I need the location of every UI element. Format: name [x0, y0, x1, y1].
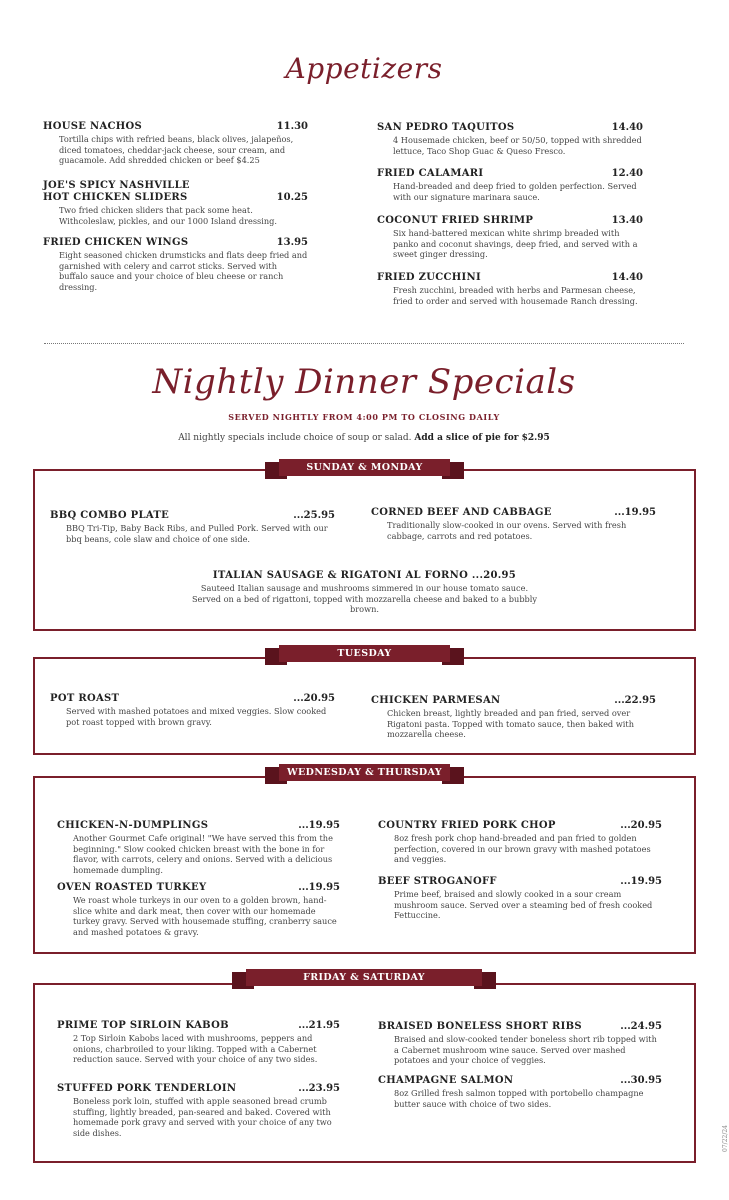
item-name: FRIED CALAMARI	[377, 168, 484, 179]
item-name-line2: HOT CHICKEN SLIDERS	[43, 192, 188, 203]
menu-item	[378, 876, 662, 921]
item-price: ...19.95	[614, 507, 656, 518]
item-description: We roast whole turkeys in our oven to a golden brown, hand-slice white and dark meat, then cover with our homemade turkey gravy. Served with housemade stuffing, cranberry sauce and mashed potatoes & gravy.	[73, 895, 337, 937]
item-price: 11.30	[276, 121, 308, 132]
item-description: Braised and slow-cooked tender boneless short rib topped with a Cabernet mushroom wine sauce. Served over mashed potatoes and your choice of veggies.	[394, 1034, 657, 1066]
item-price: ...22.95	[614, 695, 656, 706]
menu-item	[371, 507, 656, 541]
menu-item	[378, 820, 662, 865]
item-price: 13.95	[276, 237, 308, 248]
dotted-divider	[44, 343, 684, 344]
menu-item	[57, 1020, 340, 1065]
item-price: ...24.95	[620, 1021, 662, 1032]
banner-label: TUESDAY	[279, 645, 450, 662]
item-name: ITALIAN SAUSAGE & RIGATONI AL FORNO ...20.95	[212, 570, 517, 581]
menu-item	[43, 237, 308, 292]
menu-item	[377, 122, 643, 156]
menu-item	[43, 121, 308, 166]
item-name: CORNED BEEF AND CABBAGE	[371, 507, 552, 518]
banner-sunday-monday	[279, 459, 450, 479]
menu-item	[377, 272, 643, 306]
dinner-specials-title: Nightly Dinner Specials	[152, 362, 576, 402]
item-name: JOE'S SPICY NASHVILLE	[43, 180, 190, 191]
item-price: 14.40	[611, 272, 643, 283]
item-price: ...19.95	[298, 882, 340, 893]
menu-item	[57, 882, 340, 937]
menu-item	[43, 180, 308, 226]
banner-tuesday	[279, 645, 450, 665]
menu-item	[378, 1021, 662, 1066]
item-description: Tortilla chips with refried beans, black olives, jalapeños, diced tomatoes, cheddar-jack cheese, sour cream, and guacamole. Add shredded chicken or beef $4.25	[59, 134, 294, 166]
menu-item	[50, 693, 335, 727]
menu-item	[57, 1083, 340, 1138]
item-name: COCONUT FRIED SHRIMP	[377, 215, 534, 226]
item-description: 4 Housemade chicken, beef or 50/50, topped with shredded lettuce, Taco Shop Guac & Queso Fresco.	[393, 135, 642, 156]
item-description: 8oz fresh pork chop hand-breaded and pan fried to golden perfection, covered in our brown gravy with mashed potatoes and veggies.	[394, 833, 651, 865]
item-name: CHICKEN PARMESAN	[371, 695, 501, 706]
item-price: ...25.95	[293, 510, 335, 521]
item-name: OVEN ROASTED TURKEY	[57, 882, 207, 893]
item-price: 12.40	[611, 168, 643, 179]
dinner-subtitle: SERVED NIGHTLY FROM 4:00 PM TO CLOSING DAILY	[228, 412, 500, 422]
item-description: Fresh zucchini, breaded with herbs and Parmesan cheese, fried to order and served with housemade Ranch dressing.	[393, 285, 638, 306]
item-name: FRIED ZUCCHINI	[377, 272, 481, 283]
item-name: HOUSE NACHOS	[43, 121, 143, 132]
item-price: ...23.95	[298, 1083, 340, 1094]
menu-item	[57, 820, 340, 875]
item-price: ...20.95	[620, 820, 662, 831]
item-description: Boneless pork loin, stuffed with apple seasoned bread crumb stuffing, lightly breaded, pan-seared and baked. Covered with homemade pork gravy and served with your choice of any two side dishes.	[73, 1096, 332, 1138]
banner-wednesday-thursday	[279, 764, 450, 784]
item-name: POT ROAST	[50, 693, 120, 704]
menu-item	[371, 695, 656, 740]
menu-item	[33, 570, 696, 615]
banner-label: SUNDAY & MONDAY	[279, 459, 450, 476]
menu-item	[377, 168, 643, 202]
item-name: FRIED CHICKEN WINGS	[43, 237, 189, 248]
menu-item	[378, 1075, 662, 1109]
item-description: Prime beef, braised and slowly cooked in a sour cream mushroom sauce. Served over a steaming bed of fresh cooked Fettuccine.	[394, 889, 653, 921]
item-price: ...20.95	[293, 693, 335, 704]
item-name: COUNTRY FRIED PORK CHOP	[378, 820, 556, 831]
banner-friday-saturday	[246, 969, 482, 989]
item-name: CHAMPAGNE SALMON	[378, 1075, 514, 1086]
item-description: Two fried chicken sliders that pack some heat. Withcoleslaw, pickles, and our 1000 Island dressing.	[59, 205, 277, 226]
item-description: Hand-breaded and deep fried to golden perfection. Served with our signature marinara sauce.	[393, 181, 637, 202]
item-description: 2 Top Sirloin Kabobs laced with mushrooms, peppers and onions, charbroiled to your liking. Topped with a Cabernet reduction sauce. Served with your choice of any two sides.	[73, 1033, 318, 1065]
item-price: ...19.95	[298, 820, 340, 831]
item-name: STUFFED PORK TENDERLOIN	[57, 1083, 237, 1094]
item-description: Six hand-battered mexican white shrimp breaded with panko and coconut shavings, deep fried, and served with a sweet ginger dressing.	[393, 228, 638, 260]
item-description: 8oz Grilled fresh salmon topped with portobello champagne butter sauce with choice of two sides.	[394, 1088, 644, 1109]
menu-item	[377, 215, 643, 260]
banner-label: WEDNESDAY & THURSDAY	[279, 764, 450, 781]
item-price: ...30.95	[620, 1075, 662, 1086]
item-price: 14.40	[611, 122, 643, 133]
item-price: 10.25	[276, 192, 308, 203]
item-name: BEEF STROGANOFF	[378, 876, 497, 887]
item-description: Another Gourmet Cafe original! "We have served this from the beginning." Slow cooked chicken breast with the bone in for flavor, with carrots, celery and onions. Served with a delicious homemade dumpling.	[73, 833, 333, 875]
item-description: Traditionally slow-cooked in our ovens. Served with fresh cabbage, carrots and red potatoes.	[387, 520, 627, 541]
item-description: Chicken breast, lightly breaded and pan fried, served over Rigatoni pasta. Topped with tomato sauce, then baked with mozzarella cheese.	[387, 708, 634, 740]
item-description: Sauteed Italian sausage and mushrooms simmered in our house tomato sauce. Served on a bed of rigattoni, topped with mozzarella cheese and baked to a bubbly brown.	[191, 583, 538, 615]
item-price: ...19.95	[620, 876, 662, 887]
note-text: All nightly specials include choice of soup or salad.	[178, 433, 415, 443]
note-pie-offer: Add a slice of pie for $2.95	[414, 433, 550, 443]
item-price: 13.40	[611, 215, 643, 226]
item-description: BBQ Tri-Tip, Baby Back Ribs, and Pulled Pork. Served with our bbq beans, cole slaw and choice of one side.	[66, 523, 328, 544]
print-date-code: 07/22/24	[722, 1125, 729, 1152]
item-description: Served with mashed potatoes and mixed veggies. Slow cooked pot roast topped with brown gravy.	[66, 706, 327, 727]
item-name: PRIME TOP SIRLOIN KABOB	[57, 1020, 229, 1031]
item-name: BRAISED BONELESS SHORT RIBS	[378, 1021, 582, 1032]
appetizers-title: Appetizers	[285, 52, 443, 85]
item-price: ...21.95	[298, 1020, 340, 1031]
banner-label: FRIDAY & SATURDAY	[246, 969, 482, 986]
item-name: CHICKEN-N-DUMPLINGS	[57, 820, 209, 831]
item-name: BBQ COMBO PLATE	[50, 510, 169, 521]
item-description: Eight seasoned chicken drumsticks and flats deep fried and garnished with celery and carrot sticks. Served with buffalo sauce and your choice of bleu cheese or ranch dressing.	[59, 250, 308, 292]
menu-item	[50, 510, 335, 544]
item-name: SAN PEDRO TAQUITOS	[377, 122, 515, 133]
dinner-note	[0, 433, 728, 443]
